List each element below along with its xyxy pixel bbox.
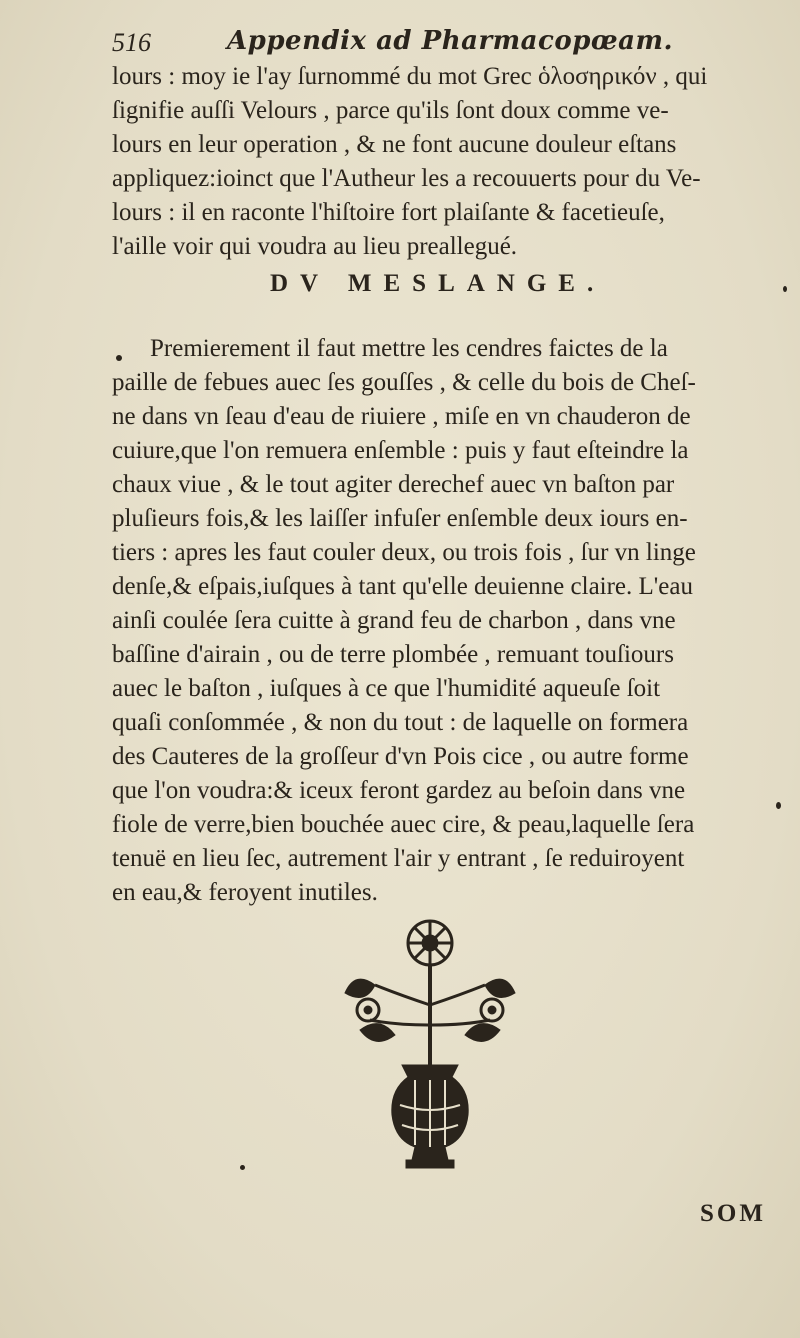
text-line: paille de febues auec ſes gouſſes , & celle du bois de Cheſ- (112, 369, 696, 396)
text-line: que l'on voudra:& iceux feront gardez au beſoin dans vne (112, 777, 686, 804)
running-title: Appendix ad Pharmacopœam. (227, 26, 674, 56)
page-number: 516 (112, 28, 151, 57)
text-line: chaux viue , & le tout agiter derechef auec vn baſton par (112, 471, 675, 498)
text-line: des Cauteres de la groſſeur d'vn Pois cice , ou autre forme (112, 743, 689, 770)
ink-speck (116, 355, 122, 361)
text-line: pluſieurs fois,& les laiſſer infuſer enſemble deux iours en- (112, 505, 688, 532)
text-line: fiole de verre,bien bouchée auec cire, & peau,laquelle ſera (112, 811, 695, 838)
text-line: denſe,& eſpais,iuſques à tant qu'elle deuienne claire. L'eau (112, 573, 693, 600)
ink-speck (783, 286, 787, 292)
text-line: tenuë en lieu ſec, autrement l'air y entrant , ſe reduiroyent (112, 845, 685, 872)
paragraph-velours (112, 60, 792, 264)
text-line: auec le baſton , iuſques à ce que l'humidité aqueuſe ſoit (112, 675, 661, 702)
text-line: lours : il en raconte l'hiſtoire fort plaiſante & facetieuſe, (112, 199, 665, 226)
text-line: ſignifie auſſi Velours , parce qu'ils ſont doux comme ve- (112, 97, 669, 124)
text-line: ne dans vn ſeau d'eau de riuiere , miſe en vn chauderon de (112, 403, 691, 430)
text-line: quaſi conſommée , & non du tout : de laquelle on formera (112, 709, 689, 736)
section-heading: DV MESLANGE. (270, 270, 606, 297)
page-header (112, 22, 772, 62)
ink-speck (240, 1165, 245, 1170)
paragraph-meslange (112, 332, 792, 910)
text-line: l'aille voir qui voudra au lieu preallegué. (112, 233, 518, 260)
flower-vase-ornament-icon (340, 915, 520, 1175)
text-line: baſſine d'airain , ou de terre plombée , remuant touſiours (112, 641, 674, 668)
text-line: lours : moy ie l'ay ſurnommé du mot Grec ὁλοσηρικόν , qui (112, 63, 708, 90)
text-line: tiers : apres les faut couler deux, ou trois fois , ſur vn linge (112, 539, 696, 566)
text-line: appliquez:ioinct que l'Autheur les a recouuerts pour du Ve- (112, 165, 701, 192)
ink-speck (776, 802, 781, 809)
text-line: en eau,& feroyent inutiles. (112, 879, 378, 906)
text-line: lours en leur operation , & ne font aucune douleur eſtans (112, 131, 677, 158)
text-line: ainſi coulée ſera cuitte à grand feu de charbon , dans vne (112, 607, 676, 634)
text-line: Premierement il faut mettre les cendres faictes de la (150, 335, 668, 362)
text-line: cuiure,que l'on remuera enſemble : puis y faut eſteindre la (112, 437, 689, 464)
catchword: SOM (700, 1200, 766, 1227)
